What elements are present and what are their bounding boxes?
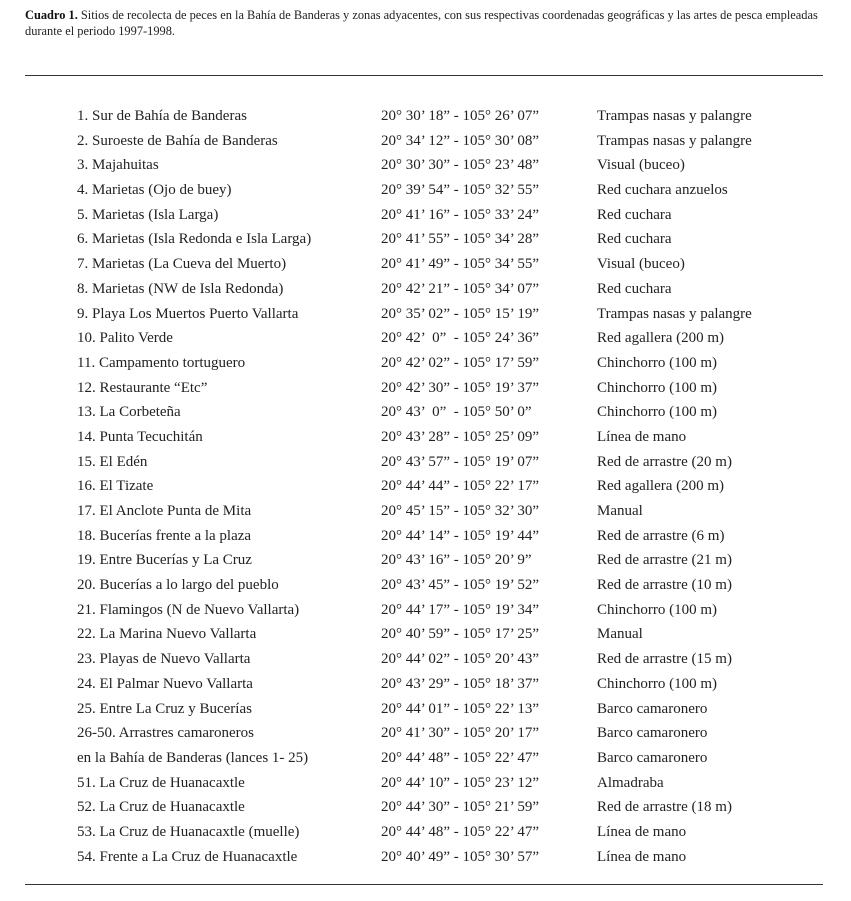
coordinates: 20° 41’ 30” - 105° 20’ 17”: [381, 725, 540, 742]
coordinates: 20° 44’ 30” - 105° 21’ 59”: [381, 799, 540, 816]
table-row: [0, 499, 851, 524]
table-row: [0, 450, 851, 475]
coordinates: 20° 44’ 48” - 105° 22’ 47”: [381, 749, 540, 766]
fishing-gear: Red cuchara: [597, 231, 672, 248]
table-row: [0, 524, 851, 549]
fishing-gear: Trampas nasas y palangre: [597, 305, 752, 322]
table-row: [0, 400, 851, 425]
table-row: [0, 573, 851, 598]
coordinates: 20° 44’ 17” - 105° 19’ 34”: [381, 601, 540, 618]
fishing-gear: Chinchorro (100 m): [597, 379, 717, 396]
fishing-gear: Barco camaronero: [597, 700, 708, 717]
table-row: [0, 376, 851, 401]
site-name: 4. Marietas (Ojo de buey): [77, 182, 232, 199]
site-name: 16. El Tizate: [77, 478, 154, 495]
site-name: 2. Suroeste de Bahía de Banderas: [77, 132, 278, 149]
table-body: [0, 104, 851, 869]
site-name: 15. El Edén: [77, 453, 148, 470]
coordinates: 20° 44’ 01” - 105° 22’ 13”: [381, 700, 540, 717]
site-name: 6. Marietas (Isla Redonda e Isla Larga): [77, 231, 312, 248]
fishing-gear: Red de arrastre (21 m): [597, 552, 732, 569]
table-row: [0, 153, 851, 178]
fishing-gear: Chinchorro (100 m): [597, 601, 717, 618]
site-name: 10. Palito Verde: [77, 330, 173, 347]
fishing-gear: Red cuchara: [597, 280, 672, 297]
table-row: [0, 622, 851, 647]
table-row: [0, 845, 851, 870]
site-name: 51. La Cruz de Huanacaxtle: [77, 774, 245, 791]
fishing-gear: Trampas nasas y palangre: [597, 108, 752, 124]
fishing-gear: Línea de mano: [597, 428, 687, 445]
coordinates: 20° 43’ 29” - 105° 18’ 37”: [381, 675, 540, 692]
fishing-gear: Visual (buceo): [597, 256, 685, 273]
site-name: 7. Marietas (La Cueva del Muerto): [77, 256, 287, 273]
fishing-gear: Red agallera (200 m): [597, 330, 725, 347]
table-row: [0, 474, 851, 499]
coordinates: 20° 41’ 16” - 105° 33’ 24”: [381, 206, 540, 223]
bottom-rule: [25, 884, 823, 885]
fishing-gear: Red de arrastre (20 m): [597, 453, 732, 470]
coordinates: 20° 45’ 15” - 105° 32’ 30”: [381, 503, 540, 519]
coordinates: 20° 43’ 0” - 105° 50’ 0”: [381, 404, 532, 421]
fishing-gear: Chinchorro (100 m): [597, 354, 717, 371]
site-name: 23. Playas de Nuevo Vallarta: [77, 651, 251, 668]
table-row: [0, 598, 851, 623]
table-row: [0, 227, 851, 252]
coordinates: 20° 30’ 30” - 105° 23’ 48”: [381, 157, 540, 174]
site-name: 13. La Corbeteña: [77, 404, 181, 421]
table-row: [0, 178, 851, 203]
fishing-gear: Línea de mano: [597, 823, 687, 840]
fishing-gear: Manual: [597, 626, 643, 643]
caption-text: Sitios de recolecta de peces en la Bahía de Banderas y zonas adyacentes, con sus respectivas coordenadas geográficas y las artes de pesca empleadas durante el periodo 1997-1998.: [25, 8, 818, 38]
site-name: 20. Bucerías a lo largo del pueblo: [77, 577, 279, 594]
fishing-gear: Red de arrastre (6 m): [597, 527, 725, 544]
top-rule: [25, 75, 823, 76]
fishing-gear: Línea de mano: [597, 848, 687, 865]
coordinates: 20° 43’ 28” - 105° 25’ 09”: [381, 428, 540, 445]
table-row: [0, 548, 851, 573]
site-name: 21. Flamingos (N de Nuevo Vallarta): [77, 601, 300, 618]
site-name: 53. La Cruz de Huanacaxtle (muelle): [77, 823, 300, 840]
table-row: [0, 672, 851, 697]
caption-label: Cuadro 1.: [25, 8, 78, 22]
coordinates: 20° 44’ 14” - 105° 19’ 44”: [381, 527, 540, 544]
site-name: 9. Playa Los Muertos Puerto Vallarta: [77, 305, 299, 322]
table-row: [0, 746, 851, 771]
coordinates: 20° 42’ 21” - 105° 34’ 07”: [381, 280, 540, 297]
coordinates: 20° 43’ 45” - 105° 19’ 52”: [381, 577, 540, 594]
site-name: 5. Marietas (Isla Larga): [77, 206, 219, 223]
coordinates: 20° 30’ 18” - 105° 26’ 07”: [381, 108, 540, 124]
table-row: [0, 820, 851, 845]
site-name: 11. Campamento tortuguero: [77, 354, 246, 371]
site-name: 3. Majahuitas: [77, 157, 159, 174]
coordinates: 20° 44’ 44” - 105° 22’ 17”: [381, 478, 540, 495]
site-name: en la Bahía de Banderas (lances 1- 25): [77, 749, 309, 766]
fishing-gear: Red de arrastre (10 m): [597, 577, 732, 594]
table-row: [0, 795, 851, 820]
fishing-gear: Red agallera (200 m): [597, 478, 725, 495]
table-row: [0, 697, 851, 722]
site-name: 18. Bucerías frente a la plaza: [77, 527, 252, 544]
coordinates: 20° 42’ 02” - 105° 17’ 59”: [381, 354, 540, 371]
site-name: 25. Entre La Cruz y Bucerías: [77, 700, 252, 717]
site-name: 14. Punta Tecuchitán: [77, 428, 203, 445]
table-row: [0, 326, 851, 351]
site-name: 24. El Palmar Nuevo Vallarta: [77, 675, 253, 692]
table-row: [0, 252, 851, 277]
site-name: 54. Frente a La Cruz de Huanacaxtle: [77, 848, 298, 865]
site-name: 12. Restaurante “Etc”: [77, 379, 208, 396]
site-name: 22. La Marina Nuevo Vallarta: [77, 626, 257, 643]
coordinates: 20° 42’ 0” - 105° 24’ 36”: [381, 330, 540, 347]
fishing-gear: Manual: [597, 503, 643, 519]
table-row: [0, 425, 851, 450]
fishing-gear: Chinchorro (100 m): [597, 675, 717, 692]
coordinates: 20° 34’ 12” - 105° 30’ 08”: [381, 132, 540, 149]
table-row: [0, 129, 851, 154]
coordinates: 20° 41’ 49” - 105° 34’ 55”: [381, 256, 540, 273]
fishing-gear: Chinchorro (100 m): [597, 404, 717, 421]
coordinates: 20° 43’ 57” - 105° 19’ 07”: [381, 453, 540, 470]
fishing-gear: Red de arrastre (15 m): [597, 651, 732, 668]
coordinates: 20° 39’ 54” - 105° 32’ 55”: [381, 182, 540, 199]
fishing-gear: Almadraba: [597, 774, 664, 791]
site-name: 8. Marietas (NW de Isla Redonda): [77, 280, 284, 297]
coordinates: 20° 40’ 59” - 105° 17’ 25”: [381, 626, 540, 643]
coordinates: 20° 41’ 55” - 105° 34’ 28”: [381, 231, 540, 248]
fishing-gear: Red de arrastre (18 m): [597, 799, 732, 816]
table-row: [0, 203, 851, 228]
fishing-gear: Red cuchara: [597, 206, 672, 223]
table-row: [0, 647, 851, 672]
coordinates: 20° 43’ 16” - 105° 20’ 9”: [381, 552, 532, 569]
coordinates: 20° 44’ 02” - 105° 20’ 43”: [381, 651, 540, 668]
fishing-gear: Red cuchara anzuelos: [597, 182, 728, 199]
table-row: [0, 277, 851, 302]
fishing-gear: Barco camaronero: [597, 749, 708, 766]
coordinates: 20° 40’ 49” - 105° 30’ 57”: [381, 848, 540, 865]
fishing-gear: Visual (buceo): [597, 157, 685, 174]
site-name: 1. Sur de Bahía de Banderas: [77, 108, 247, 124]
table-row: [0, 104, 851, 129]
fishing-gear: Barco camaronero: [597, 725, 708, 742]
site-name: 52. La Cruz de Huanacaxtle: [77, 799, 245, 816]
coordinates: 20° 35’ 02” - 105° 15’ 19”: [381, 305, 540, 322]
coordinates: 20° 44’ 48” - 105° 22’ 47”: [381, 823, 540, 840]
table-caption: [25, 7, 835, 39]
coordinates: 20° 44’ 10” - 105° 23’ 12”: [381, 774, 540, 791]
table-row: [0, 771, 851, 796]
fishing-gear: Trampas nasas y palangre: [597, 132, 752, 149]
site-name: 19. Entre Bucerías y La Cruz: [77, 552, 252, 569]
table-row: [0, 721, 851, 746]
table-row: [0, 302, 851, 327]
coordinates: 20° 42’ 30” - 105° 19’ 37”: [381, 379, 540, 396]
site-name: 17. El Anclote Punta de Mita: [77, 503, 252, 519]
site-name: 26-50. Arrastres camaroneros: [77, 725, 255, 742]
table-row: [0, 351, 851, 376]
